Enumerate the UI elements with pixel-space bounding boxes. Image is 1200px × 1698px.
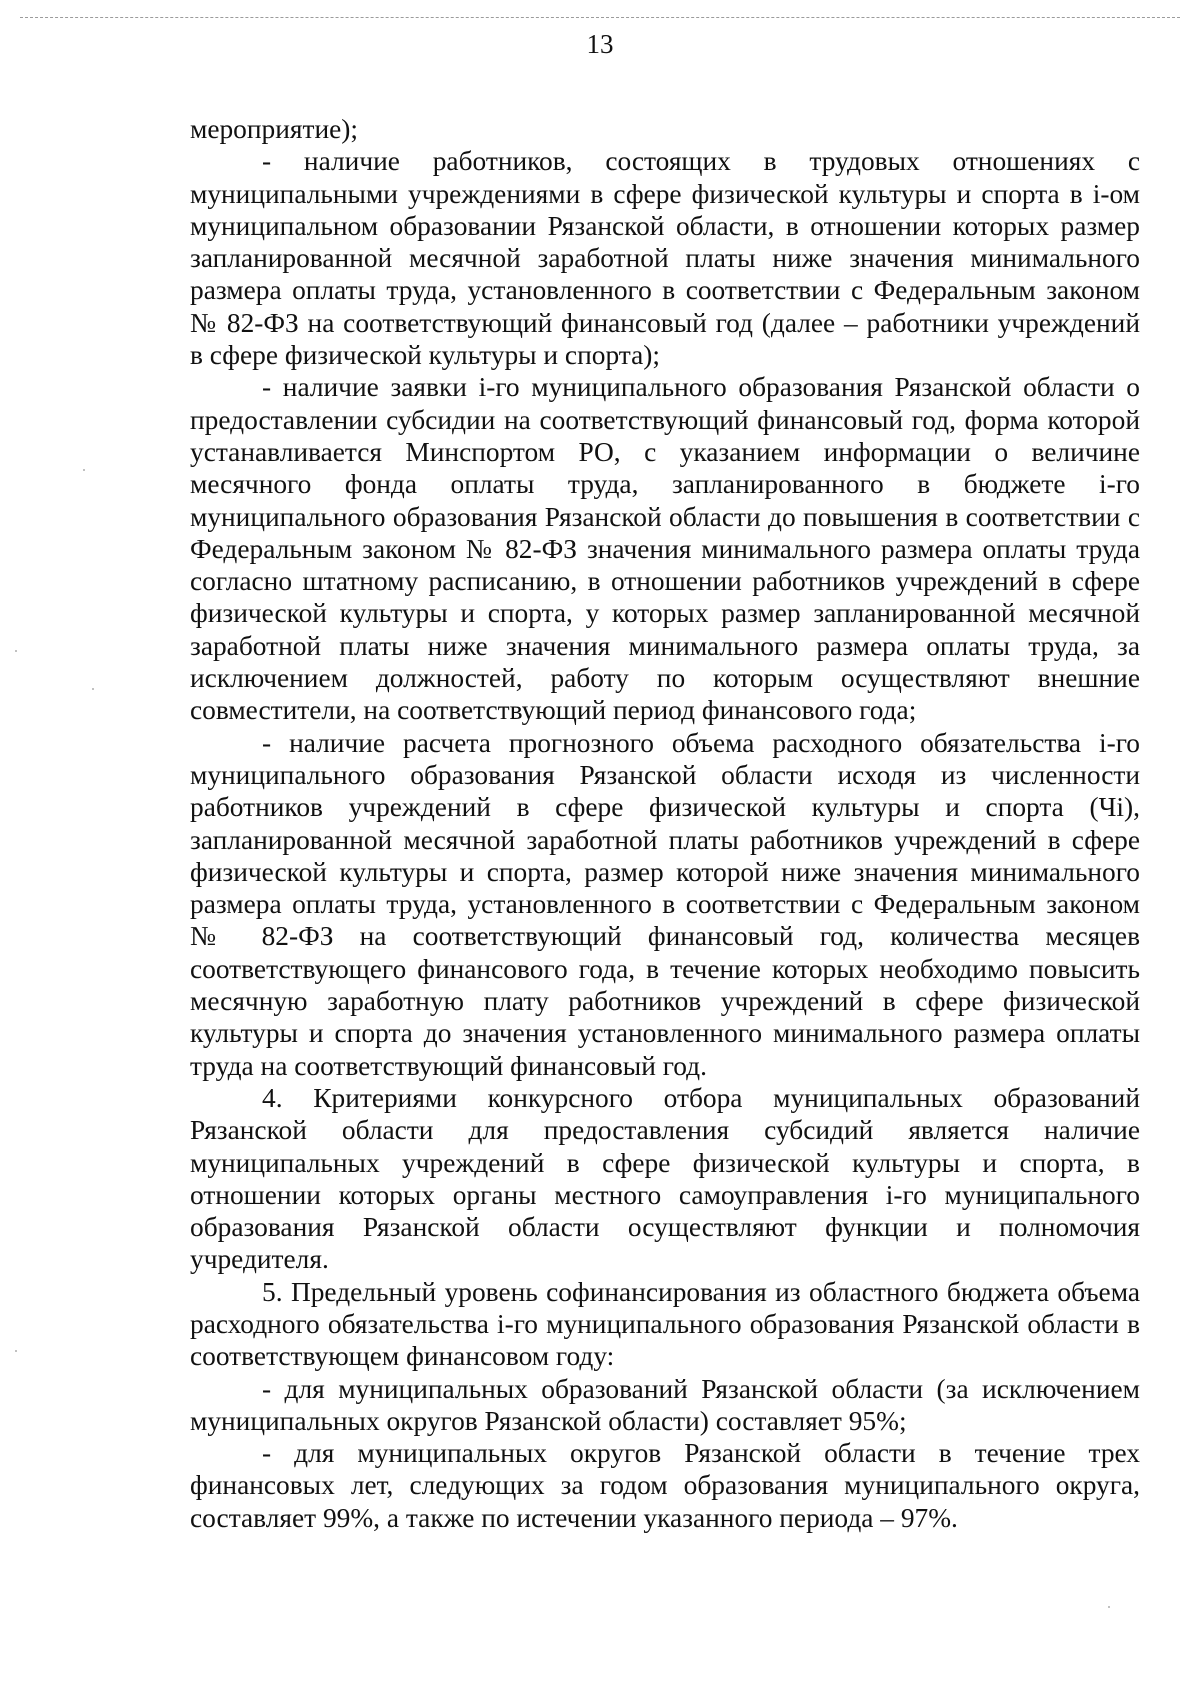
paragraph-5: 4. Критериями конкурсного отбора муниципальных образований Рязанской области для предоставления субсидий является наличие муниципальных учреждений в сфере физической культуры и спорта, в отношении которых органы местного самоуправления i-го муниципального образования Рязанской области осуществляют функции и полномочия учредителя. [190, 1082, 1140, 1275]
paragraph-2: - наличие работников, состоящих в трудовых отношениях с муниципальными учреждениями в сфере физической культуры и спорта в i-ом муниципальном образовании Рязанской области, в отношении которых размер запланированной месячной заработной платы ниже значения минимального размера оплаты труда, установленного в соответствии с Федеральным законом № 82-ФЗ на соответствующий финансовый год (далее – работники учреждений в сфере физической культуры и спорта); [190, 146, 1140, 371]
paragraph-1: мероприятие); [190, 114, 359, 144]
scan-speck [83, 469, 85, 471]
paragraph-8: - для муниципальных округов Рязанской области в течение трех финансовых лет, следующих за годом образования муниципального округа, составляет 99%, а также по истечении указанного периода – 97%. [190, 1438, 1140, 1533]
scan-speck [15, 1350, 17, 1352]
scan-speck [15, 650, 17, 652]
paragraph-3: - наличие заявки i-го муниципального образования Рязанской области о предоставлении субсидии на соответствующий финансовый год, форма которой устанавливается Минспортом РО, с указанием информации о величине месячного фонда оплаты труда, запланированного в бюджете i-го муниципального образования Рязанской области до повышения в соответствии с Федеральным законом № 82-ФЗ значения минимального размера оплаты труда согласно штатному расписанию, в отношении работников учреждений в сфере физической культуры и спорта, у которых размер запланированной месячной заработной платы ниже значения минимального размера оплаты труда, за исключением должностей, работу по которым осуществляют внешние совместители, на соответствующий период финансового года; [190, 372, 1140, 726]
scan-speck [92, 688, 94, 690]
paragraph-4: - наличие расчета прогнозного объема расходного обязательства i-го муниципального образования Рязанской области исходя из численности работников учреждений в сфере физической культуры и спорта (Чi), запланированной месячной заработной платы работников учреждений в сфере физической культуры и спорта, размер которой ниже значения минимального размера оплаты труда, установленного в соответствии с Федеральным законом № 82-ФЗ на соответствующий финансовый год, количества месяцев соответствующего финансового года, в течение которых необходимо повысить месячную заработную плату работников учреждений в сфере физической культуры и спорта до значения установленного минимального размера оплаты труда на соответствующий финансовый год. [190, 727, 1140, 1081]
scan-speck [1108, 1606, 1110, 1608]
document-body [190, 113, 1140, 1534]
page-number: 13 [586, 29, 614, 59]
scan-top-border [20, 17, 1180, 18]
paragraph-6: 5. Предельный уровень софинансирования из областного бюджета объема расходного обязательства i-го муниципального образования Рязанской области в соответствующем финансовом году: [190, 1276, 1140, 1372]
paragraph-7: - для муниципальных образований Рязанской области (за исключением муниципальных округов Рязанской области) составляет 95%; [190, 1373, 1140, 1436]
